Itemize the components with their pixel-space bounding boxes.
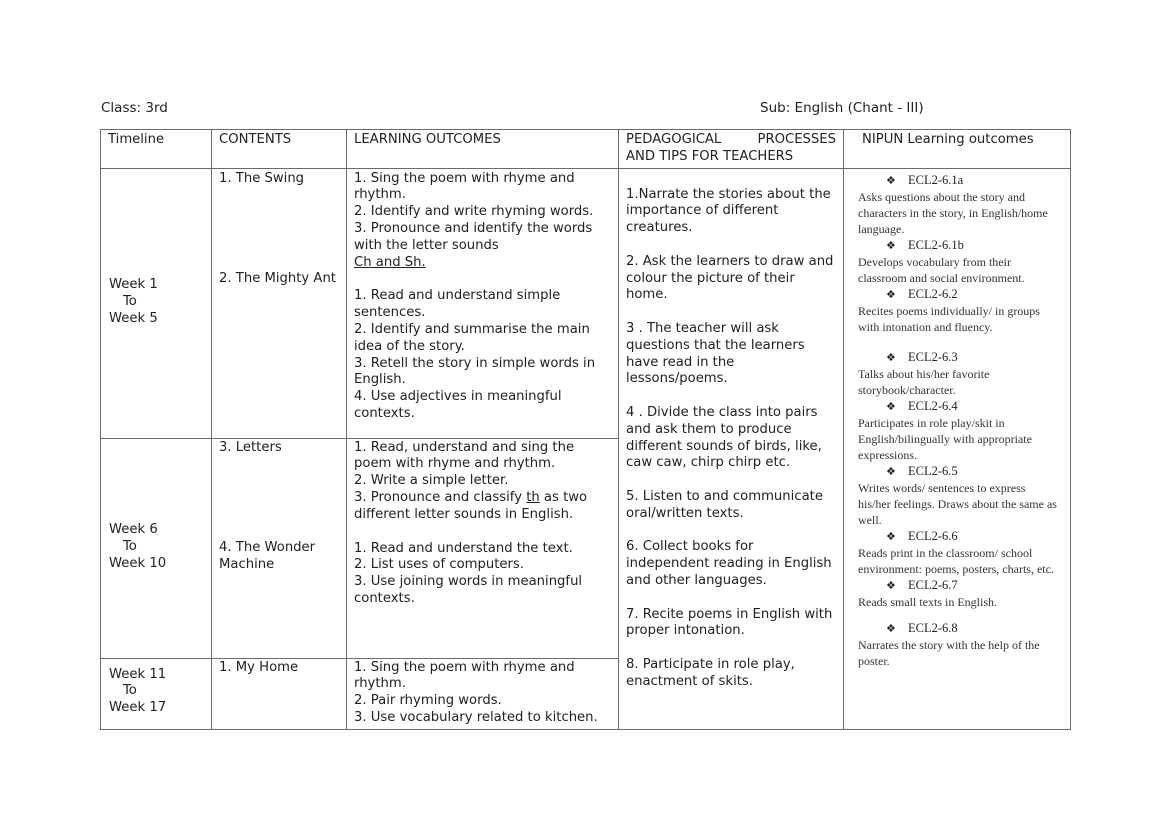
nipun-desc: Develops vocabulary from their classroom and social environment. [858,254,1025,285]
contents-cell [212,438,347,658]
nipun-code: ECL2-6.1a [908,172,964,187]
outcome-item: 2. Write a simple letter. [354,473,509,489]
outcome-item: 1. Read, understand and sing the poem with rhyme and rhythm. [354,439,575,472]
outcome-underlined: Ch and Sh. [354,254,426,270]
outcome-item: 3. Use joining words in meaningful contexts. [354,574,583,606]
pedagogy-item: 2. Ask the learners to draw and colour the picture of their home. [626,253,834,303]
nipun-code: ECL2-6.2 [908,286,958,301]
nipun-code: ECL2-6.5 [908,463,958,478]
timeline-to: To [123,294,137,310]
nipun-code: ECL2-6.8 [908,620,958,635]
timeline-to: To [123,683,137,699]
timeline-cell [101,658,212,729]
bullet-icon: ❖ [886,529,896,543]
pedagogy-item: 7. Recite poems in English with proper intonation. [626,606,833,639]
timeline-end: Week 5 [109,310,158,326]
nipun-cell [844,168,1071,729]
nipun-desc: Talks about his/her favorite storybook/character. [858,366,990,397]
content-item: 4. The Wonder Machine [219,540,316,573]
table-header-row [101,130,1071,169]
nipun-desc: Recites poems individually/ in groups with intonation and fluency. [858,303,1040,334]
bullet-icon: ❖ [886,350,896,364]
outcome-item: 2. Identify and write rhyming words. [354,204,594,220]
bullet-icon: ❖ [886,173,896,187]
timeline-to: To [123,539,137,555]
nipun-code: ECL2-6.1b [908,237,964,252]
nipun-desc: Asks questions about the story and characters in the story, in English/home language. [858,189,1048,236]
bullet-icon: ❖ [886,399,896,413]
pedagogy-item: 1.Narrate the stories about the importance of different creatures. [626,186,831,236]
outcome-item: 1. Read and understand the text. [354,540,573,556]
class-label: Class: 3rd [101,100,168,116]
pedagogy-cell [619,168,844,729]
timeline-cell [101,438,212,658]
outcome-item: 2. Identify and summarise the main idea of the story. [354,321,590,354]
outcomes-cell [347,168,619,438]
content-item: 2. The Mighty Ant [219,271,336,287]
bullet-icon: ❖ [886,578,896,592]
nipun-code: ECL2-6.4 [908,398,958,413]
outcomes-cell [347,438,619,658]
pedagogy-item: 8. Participate in role play, enactment of skits. [626,656,795,689]
subject-label: Sub: English (Chant - III) [760,100,924,116]
outcome-item: 1. Sing the poem with rhyme and rhythm. [354,170,575,203]
content-item: 1. My Home [219,659,299,675]
outcomes-cell [347,658,619,729]
header-pedagogical [619,130,844,169]
outcome-item: 3. Retell the story in simple words in English. [354,355,596,388]
pedagogy-item: 3 . The teacher will ask questions that the learners have read in the lessons/poems. [626,320,805,387]
outcome-item: 1. Read and understand simple sentences. [354,288,561,321]
bullet-icon: ❖ [886,287,896,301]
header-learning-outcomes: LEARNING OUTCOMES [347,130,619,169]
timeline-cell [101,168,212,438]
content-item: 1. The Swing [219,170,305,186]
nipun-desc: Reads small texts in English. [858,594,997,609]
nipun-code: ECL2-6.6 [908,528,958,543]
outcome-item: 3. Pronounce and classify th as two different letter sounds in English. [354,489,588,522]
table-row [101,168,1071,438]
contents-cell [212,168,347,438]
outcome-item: 1. Sing the poem with rhyme and rhythm. [354,659,575,692]
lesson-plan-table [100,129,1071,730]
pedagogy-item: 5. Listen to and communicate oral/written texts. [626,488,823,521]
header-pedagogical-word1: PEDAGOGICAL [626,132,722,147]
timeline-end: Week 17 [109,700,167,716]
header-pedagogical-word2: PROCESSES [757,132,836,147]
bullet-icon: ❖ [886,238,896,252]
bullet-icon: ❖ [886,464,896,478]
timeline-start: Week 1 [109,277,158,293]
nipun-desc: Reads print in the classroom/ school environment: poems, posters, charts, etc. [858,545,1054,576]
outcome-item: 3. Use vocabulary related to kitchen. [354,709,598,725]
bullet-icon: ❖ [886,621,896,635]
outcome-item: 2. Pair rhyming words. [354,693,502,709]
pedagogy-item: 4 . Divide the class into pairs and ask them to produce different sounds of birds, like, caw caw, chirp chirp etc. [626,404,822,471]
nipun-desc: Participates in role play/skit in English/bilingually with appropriate expressions. [858,415,1032,462]
outcome-item: 3. Pronounce and identify the words with the letter sounds [354,220,593,253]
header-contents: CONTENTS [212,130,347,169]
header-pedagogical-line2: AND TIPS FOR TEACHERS [626,148,794,164]
nipun-desc: Narrates the story with the help of the poster. [858,637,1040,668]
header-timeline: Timeline [101,130,212,169]
header-nipun: NIPUN Learning outcomes [844,130,1071,169]
pedagogy-item: 6. Collect books for independent reading in English and other languages. [626,539,832,588]
outcome-item: 2. List uses of computers. [354,557,524,573]
timeline-start: Week 11 [109,666,167,682]
contents-cell [212,658,347,729]
nipun-code: ECL2-6.3 [908,349,958,364]
timeline-start: Week 6 [109,522,158,538]
nipun-desc: Writes words/ sentences to express his/her feelings. Draws about the same as well. [858,480,1057,527]
timeline-end: Week 10 [109,555,167,571]
content-item: 3. Letters [219,439,282,455]
outcome-item: 4. Use adjectives in meaningful contexts. [354,389,562,421]
nipun-code: ECL2-6.7 [908,577,958,592]
